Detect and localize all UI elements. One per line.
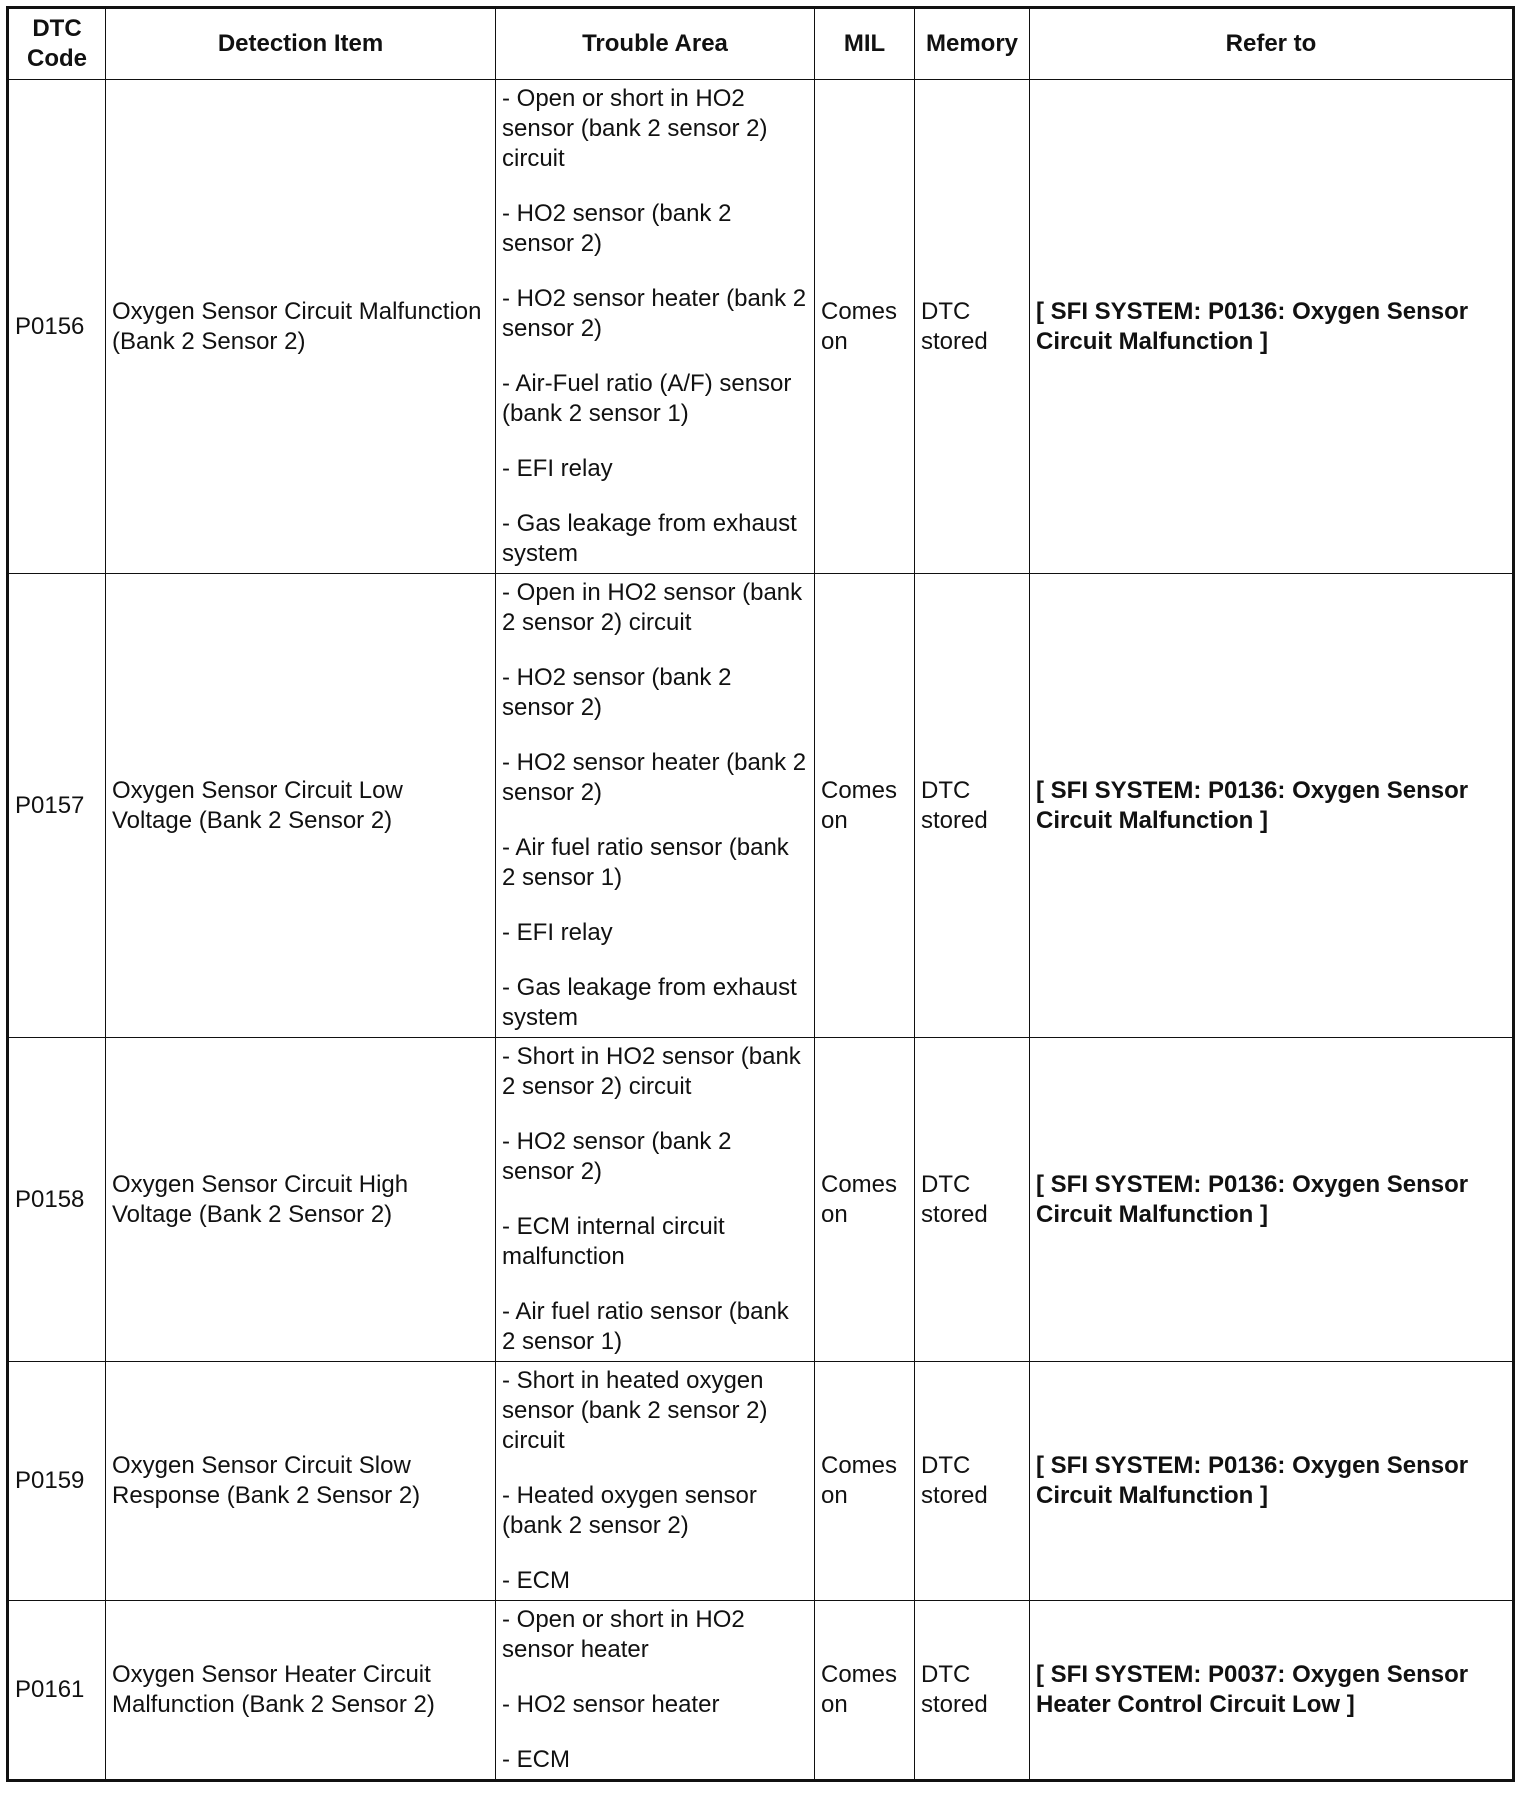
trouble-area-item: - Gas leakage from exhaust system <box>502 510 797 567</box>
refer-to-link[interactable]: [ SFI SYSTEM: P0037: Oxygen Sensor Heater Control Circuit Low ] <box>1030 1601 1514 1781</box>
trouble-area-item: - HO2 sensor heater <box>502 1691 720 1718</box>
memory-cell: DTC stored <box>915 1038 1030 1362</box>
header-memory: Memory <box>915 8 1030 80</box>
dtc-code-cell: P0158 <box>8 1038 106 1362</box>
detection-item-cell: Oxygen Sensor Circuit Malfunction (Bank 2 Sensor 2) <box>106 80 496 574</box>
header-dtc-code-line2: Code <box>27 45 87 72</box>
trouble-area-item: - Open or short in HO2 sensor heater <box>502 1606 745 1663</box>
header-refer-to: Refer to <box>1030 8 1514 80</box>
trouble-area-item: - Heated oxygen sensor (bank 2 sensor 2) <box>502 1482 757 1539</box>
trouble-area-cell <box>496 574 815 1038</box>
trouble-area-cell <box>496 80 815 574</box>
refer-to-link[interactable]: [ SFI SYSTEM: P0136: Oxygen Sensor Circuit Malfunction ] <box>1030 80 1514 574</box>
trouble-area-item: - Short in heated oxygen sensor (bank 2 sensor 2) circuit <box>502 1367 768 1454</box>
trouble-area-item: - Gas leakage from exhaust system <box>502 974 797 1031</box>
trouble-area-item: - HO2 sensor (bank 2 sensor 2) <box>502 1128 732 1185</box>
table-row <box>8 1601 1514 1781</box>
mil-cell: Comes on <box>815 1601 915 1781</box>
table-row <box>8 80 1514 574</box>
memory-cell: DTC stored <box>915 1362 1030 1601</box>
mil-cell: Comes on <box>815 80 915 574</box>
detection-item-cell: Oxygen Sensor Circuit High Voltage (Bank 2 Sensor 2) <box>106 1038 496 1362</box>
dtc-table <box>6 6 1515 1782</box>
trouble-area-item: - Open or short in HO2 sensor (bank 2 sensor 2) circuit <box>502 85 768 172</box>
trouble-area-item: - ECM <box>502 1567 570 1594</box>
memory-cell: DTC stored <box>915 574 1030 1038</box>
dtc-code-cell: P0161 <box>8 1601 106 1781</box>
trouble-area-item: - EFI relay <box>502 455 613 482</box>
header-row <box>8 8 1514 80</box>
dtc-code-cell: P0156 <box>8 80 106 574</box>
mil-cell: Comes on <box>815 574 915 1038</box>
memory-cell: DTC stored <box>915 1601 1030 1781</box>
header-mil: MIL <box>815 8 915 80</box>
trouble-area-item: - Air fuel ratio sensor (bank 2 sensor 1) <box>502 1298 789 1355</box>
table-row <box>8 574 1514 1038</box>
mil-cell: Comes on <box>815 1362 915 1601</box>
refer-to-link[interactable]: [ SFI SYSTEM: P0136: Oxygen Sensor Circuit Malfunction ] <box>1030 1362 1514 1601</box>
trouble-area-item: - EFI relay <box>502 919 613 946</box>
trouble-area-item: - ECM internal circuit malfunction <box>502 1213 725 1270</box>
trouble-area-item: - HO2 sensor (bank 2 sensor 2) <box>502 664 732 721</box>
dtc-code-cell: P0157 <box>8 574 106 1038</box>
memory-cell: DTC stored <box>915 80 1030 574</box>
trouble-area-item: - HO2 sensor heater (bank 2 sensor 2) <box>502 749 807 806</box>
trouble-area-item: - ECM <box>502 1746 570 1773</box>
trouble-area-item: - Air fuel ratio sensor (bank 2 sensor 1) <box>502 834 789 891</box>
header-trouble-area: Trouble Area <box>496 8 815 80</box>
trouble-area-cell <box>496 1038 815 1362</box>
detection-item-cell: Oxygen Sensor Circuit Slow Response (Bank 2 Sensor 2) <box>106 1362 496 1601</box>
dtc-table-container <box>6 6 1512 1782</box>
dtc-code-cell: P0159 <box>8 1362 106 1601</box>
trouble-area-cell <box>496 1362 815 1601</box>
detection-item-cell: Oxygen Sensor Heater Circuit Malfunction (Bank 2 Sensor 2) <box>106 1601 496 1781</box>
refer-to-link[interactable]: [ SFI SYSTEM: P0136: Oxygen Sensor Circuit Malfunction ] <box>1030 1038 1514 1362</box>
trouble-area-item: - Short in HO2 sensor (bank 2 sensor 2) circuit <box>502 1043 801 1100</box>
header-dtc-code-line1: DTC <box>32 15 82 42</box>
table-row <box>8 1362 1514 1601</box>
trouble-area-item: - HO2 sensor heater (bank 2 sensor 2) <box>502 285 807 342</box>
trouble-area-cell <box>496 1601 815 1781</box>
header-dtc-code <box>8 8 106 80</box>
header-detection-item: Detection Item <box>106 8 496 80</box>
refer-to-link[interactable]: [ SFI SYSTEM: P0136: Oxygen Sensor Circuit Malfunction ] <box>1030 574 1514 1038</box>
trouble-area-item: - HO2 sensor (bank 2 sensor 2) <box>502 200 732 257</box>
table-row <box>8 1038 1514 1362</box>
mil-cell: Comes on <box>815 1038 915 1362</box>
trouble-area-item: - Open in HO2 sensor (bank 2 sensor 2) circuit <box>502 579 803 636</box>
detection-item-cell: Oxygen Sensor Circuit Low Voltage (Bank 2 Sensor 2) <box>106 574 496 1038</box>
trouble-area-item: - Air-Fuel ratio (A/F) sensor (bank 2 sensor 1) <box>502 370 792 427</box>
